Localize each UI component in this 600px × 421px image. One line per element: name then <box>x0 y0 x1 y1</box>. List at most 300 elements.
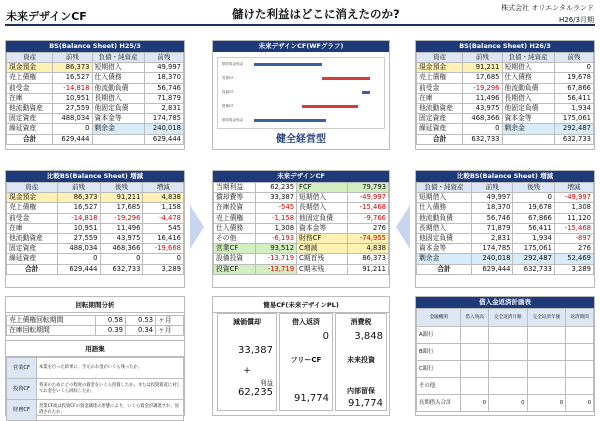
turnover-panel <box>5 296 185 416</box>
account-label: 前受金 <box>7 83 53 93</box>
col-header: 増減 <box>143 183 184 193</box>
cf-value: 276 <box>348 223 389 233</box>
table-row <box>7 193 184 203</box>
wf-bar-operating <box>322 77 370 80</box>
glossary-title: 用語集 <box>6 340 184 357</box>
total-label: 合計 <box>7 134 53 144</box>
table-row <box>7 223 184 233</box>
table-row <box>417 103 594 113</box>
col-header: 完全返済年額 <box>527 309 566 327</box>
before-value: 174,785 <box>472 244 513 254</box>
turnover-table <box>6 315 184 336</box>
table-row <box>417 114 594 124</box>
total-value: 3,289 <box>554 264 593 274</box>
col-header: 完全返済月額 <box>489 309 528 327</box>
cf-label: 償却費等 <box>214 193 256 203</box>
after-value: 0 <box>513 193 554 203</box>
debt-value <box>527 327 566 344</box>
table-row <box>214 213 389 223</box>
account-value: 27,559 <box>53 103 92 113</box>
bs-h26-title: BS(Balance Sheet) H26/3 <box>416 41 594 52</box>
col-header: 前残 <box>144 53 183 63</box>
cf-value: -1,158 <box>256 213 297 223</box>
cf-value: 86,373 <box>348 254 389 264</box>
before-value: 18,370 <box>472 203 513 213</box>
table-row <box>7 114 184 124</box>
account-label: 在庫 <box>7 93 53 103</box>
glossary-term: 投資CF <box>7 379 37 400</box>
fcf-label: フリーCF <box>290 356 322 364</box>
account-value: 2,831 <box>144 103 183 113</box>
cf-label: 営業CF <box>214 244 256 254</box>
company-block <box>501 2 594 26</box>
account-label: 現金預金 <box>7 63 53 73</box>
total-value: 632,733 <box>100 264 143 274</box>
turnover-unit: ヶ月 <box>156 326 184 336</box>
account-label: 仕入債務 <box>417 203 472 213</box>
pl-panel <box>212 296 390 416</box>
account-value: 16,527 <box>53 73 92 83</box>
dep-label: 減価償却 <box>233 318 261 326</box>
table-row <box>417 344 594 361</box>
account-label: 在庫 <box>417 93 463 103</box>
account-value: 86,373 <box>53 63 92 73</box>
account-label: 仕入債務 <box>502 73 554 83</box>
wf-label: 財務CF <box>222 104 234 108</box>
delta-value: -49,997 <box>554 193 593 203</box>
delta-value: 4,838 <box>143 193 184 203</box>
bs-h25-title: BS(Balance Sheet) H25/3 <box>6 41 184 52</box>
before-value: 27,559 <box>57 233 100 243</box>
cf-value: -15,468 <box>348 203 389 213</box>
table-row <box>417 233 594 243</box>
col-header: 後残 <box>513 183 554 193</box>
cmp-liab-panel <box>415 170 595 288</box>
turnover-title: 回転期間分析 <box>6 297 184 313</box>
dep-value: 33,387 <box>238 345 273 356</box>
account-value: 468,366 <box>463 114 502 124</box>
table-row <box>417 378 594 395</box>
after-value: 292,487 <box>513 254 554 264</box>
col-header: 前残 <box>463 53 502 63</box>
total-row <box>417 134 594 144</box>
cf-value: 93,512 <box>256 244 297 254</box>
debt-value: 0 <box>461 395 489 412</box>
cf-label: 長期借入 <box>297 203 348 213</box>
cf-label: 当期利益 <box>214 183 256 193</box>
account-label: 前受金 <box>7 213 58 223</box>
table-row <box>214 193 389 203</box>
total-value: 632,733 <box>463 134 502 144</box>
account-value: -14,818 <box>53 83 92 93</box>
cf-value: 91,211 <box>348 264 389 274</box>
account-label: 長期借入 <box>502 93 554 103</box>
total-value: 632,733 <box>513 264 554 274</box>
account-value: 49,997 <box>144 63 183 73</box>
cmp-liab-table <box>416 182 594 275</box>
account-value: 174,785 <box>144 114 183 124</box>
after-value: 19,678 <box>513 203 554 213</box>
turnover-label: 在庫回転期間 <box>7 326 96 336</box>
cf-label: 財務CF <box>297 233 348 243</box>
cf-value: -74,955 <box>348 233 389 243</box>
before-value: 16,527 <box>57 203 100 213</box>
after-value: 91,211 <box>100 193 143 203</box>
cf-label: 資本金等 <box>297 223 348 233</box>
account-label: 剰余金 <box>417 254 472 264</box>
wf-bar-financing <box>302 105 358 108</box>
after-value: 11,496 <box>100 223 143 233</box>
table-row <box>7 244 184 254</box>
col-header: 資産 <box>7 183 58 193</box>
tax-label: 消費税 <box>350 318 372 326</box>
cmp-assets-table <box>6 182 184 275</box>
total-label: 合計 <box>417 134 463 144</box>
total-row <box>7 264 184 274</box>
cf-label: 仕入債務 <box>214 223 256 233</box>
table-row <box>7 93 184 103</box>
account-label: 前受金 <box>417 83 463 93</box>
delta-value: -15,468 <box>554 223 593 233</box>
account-label: 資本金等 <box>92 114 144 124</box>
wf-chart-title: 未来デザインCF(WFグラフ) <box>213 41 389 52</box>
table-row <box>417 395 594 412</box>
col-header: 前残 <box>57 183 100 193</box>
arrow-left-icon <box>396 205 410 249</box>
col-header: 前残 <box>53 53 92 63</box>
account-value: 175,061 <box>554 114 593 124</box>
total-value: 629,444 <box>472 264 513 274</box>
total-label: 合計 <box>417 264 472 274</box>
cf-label: 在庫投資 <box>214 203 256 213</box>
account-value: 17,685 <box>463 73 502 83</box>
account-label: 固定資産 <box>417 114 463 124</box>
wf-chart-panel <box>212 40 390 150</box>
table-cell <box>502 134 554 144</box>
cf-label: C期首残 <box>297 254 348 264</box>
wf-label: 期首現金預金 <box>222 62 243 66</box>
table-row <box>7 83 184 93</box>
repay-value: 0 <box>322 331 329 342</box>
account-label: 短期借入 <box>92 63 144 73</box>
wf-label: 期末現金預金 <box>222 118 243 122</box>
company-name: 株式会社 オリエンタルランド <box>501 4 594 12</box>
account-label: 他流動資産 <box>7 103 53 113</box>
col-header: 増減 <box>554 183 593 193</box>
debt-value <box>566 327 594 344</box>
account-label: 現金預金 <box>7 193 58 203</box>
cf-label: 設備投資 <box>214 254 256 264</box>
delta-value: -4,478 <box>143 213 184 223</box>
cf-label: 短期借入 <box>297 193 348 203</box>
delta-value: 1,158 <box>143 203 184 213</box>
cf-label: C期末残 <box>297 264 348 274</box>
table-row <box>7 213 184 223</box>
account-value: 43,975 <box>463 103 502 113</box>
glossary-term: 営業CF <box>7 358 37 379</box>
cmp-assets-title: 比較BS(Balance Sheet) 増減 <box>6 171 184 182</box>
account-value: 0 <box>463 124 502 134</box>
after-value: 67,866 <box>513 213 554 223</box>
before-value: -14,818 <box>57 213 100 223</box>
col-header: 前残 <box>472 183 513 193</box>
table-row <box>417 193 594 203</box>
after-value: 1,934 <box>513 233 554 243</box>
total-value: 3,289 <box>143 264 184 274</box>
wf-bar-closing <box>254 119 326 122</box>
debt-table <box>416 308 594 412</box>
after-value: 468,366 <box>100 244 143 254</box>
total-row <box>7 134 184 144</box>
total-value: 629,444 <box>53 134 92 144</box>
before-value: 56,746 <box>472 213 513 223</box>
before-value: 2,831 <box>472 233 513 243</box>
turnover-after: 0.34 <box>126 326 156 336</box>
table-row <box>417 93 594 103</box>
table-row <box>417 73 594 83</box>
bank-label: A銀行 <box>417 327 461 344</box>
account-label: 在庫 <box>7 223 58 233</box>
table-row <box>417 327 594 344</box>
delta-value: 0 <box>143 254 184 264</box>
pl-left-col <box>217 313 277 411</box>
cf-panel <box>212 170 390 288</box>
debt-value <box>489 344 528 361</box>
turnover-unit: ヶ月 <box>156 316 184 326</box>
debt-value <box>566 344 594 361</box>
pl-mid-col <box>279 313 333 411</box>
account-label: 現金預金 <box>417 63 463 73</box>
delta-value: 16,416 <box>143 233 184 243</box>
future-label: 未来投資 <box>347 356 375 364</box>
debt-value <box>461 361 489 378</box>
table-row <box>214 244 389 254</box>
app-title: 未来デザインCF <box>6 10 87 23</box>
after-value: 175,061 <box>513 244 554 254</box>
cf-label: C増減 <box>297 244 348 254</box>
account-label: 繰延資産 <box>7 124 53 134</box>
profit-value: 62,235 <box>238 387 273 398</box>
turnover-before: 0.58 <box>95 316 125 326</box>
total-label: 合計 <box>7 264 58 274</box>
before-value: 86,373 <box>57 193 100 203</box>
account-label: 売上債権 <box>7 73 53 83</box>
debt-value <box>461 327 489 344</box>
glossary-row <box>7 358 184 379</box>
table-row <box>7 316 184 326</box>
account-value: 56,746 <box>144 83 183 93</box>
reserve-label: 内部留保 <box>347 387 375 395</box>
cf-label: 他固定負債 <box>297 213 348 223</box>
table-row <box>417 223 594 233</box>
debt-value <box>489 361 528 378</box>
table-cell <box>92 134 144 144</box>
account-value: 71,879 <box>144 93 183 103</box>
cf-label: その他 <box>214 233 256 243</box>
before-value: 49,997 <box>472 193 513 203</box>
delta-value: -19,668 <box>143 244 184 254</box>
repay-label: 借入返済 <box>292 318 320 326</box>
glossary-definition: 営業CF或は投資CFの資金調達の形態により、いくら資金が調達され、返済されたか。 <box>37 400 184 421</box>
col-header: 返済期間 <box>566 309 594 327</box>
wf-label: 投資CF <box>222 90 234 94</box>
cf-value: -13,719 <box>256 254 297 264</box>
total-row <box>417 264 594 274</box>
bank-label: その他 <box>417 378 461 395</box>
account-label: 他流動負債 <box>502 83 554 93</box>
debt-value <box>461 378 489 395</box>
col-header: 負債・純資産 <box>502 53 554 63</box>
table-row <box>7 254 184 264</box>
before-value: 488,034 <box>57 244 100 254</box>
table-row <box>417 63 594 73</box>
debt-value <box>461 344 489 361</box>
tax-value: 3,848 <box>354 331 383 342</box>
bank-label: 長期借入合計 <box>417 395 461 412</box>
table-row <box>417 83 594 93</box>
cmp-liab-title: 比較BS(Balance Sheet) 増減 <box>416 171 594 182</box>
glossary-row <box>7 400 184 421</box>
table-row <box>214 264 389 274</box>
table-row <box>417 361 594 378</box>
account-label: 繰延資産 <box>417 124 463 134</box>
col-header: 負債・純資産 <box>417 183 472 193</box>
cf-table <box>213 182 389 275</box>
cf-value: 33,387 <box>256 193 297 203</box>
table-row <box>7 103 184 113</box>
table-row <box>417 254 594 264</box>
bs-h26-table <box>416 52 594 145</box>
account-value: 56,411 <box>554 93 593 103</box>
col-header: 資産 <box>417 53 463 63</box>
account-label: 固定資産 <box>7 114 53 124</box>
debt-value <box>566 378 594 395</box>
debt-value: 0 <box>489 395 528 412</box>
account-value: 1,934 <box>554 103 593 113</box>
cf-value: -9,766 <box>348 213 389 223</box>
debt-value <box>527 361 566 378</box>
total-value: 632,733 <box>554 134 593 144</box>
page-headline: 儲けた利益はどこに消えたのか? <box>232 7 400 21</box>
debt-value <box>489 327 528 344</box>
delta-value: 11,120 <box>554 213 593 223</box>
cf-label: 売上債権 <box>214 213 256 223</box>
table-row <box>7 124 184 134</box>
account-value: 0 <box>554 63 593 73</box>
account-label: 剰余金 <box>92 124 144 134</box>
col-header: 借入残高 <box>461 309 489 327</box>
account-label: 資本金等 <box>502 114 554 124</box>
turnover-after: 0.53 <box>126 316 156 326</box>
table-row <box>214 233 389 243</box>
debt-value <box>489 378 528 395</box>
account-value: 11,496 <box>463 93 502 103</box>
bank-label: C銀行 <box>417 361 461 378</box>
col-header: 負債・純資産 <box>92 53 144 63</box>
debt-value <box>527 378 566 395</box>
account-value: 91,211 <box>463 63 502 73</box>
delta-value: -897 <box>554 233 593 243</box>
cf-value: 1,308 <box>256 223 297 233</box>
table-row <box>214 223 389 233</box>
before-value: 0 <box>57 254 100 264</box>
cf-title: 未来デザインCF <box>213 171 389 182</box>
after-value: -19,296 <box>100 213 143 223</box>
account-label: 繰延資産 <box>7 254 58 264</box>
glossary-row <box>7 379 184 400</box>
arrow-right-icon <box>190 205 204 249</box>
table-row <box>417 244 594 254</box>
reserve-value: 91,774 <box>348 398 383 409</box>
fcf-value: 91,774 <box>294 393 329 404</box>
account-value: 18,370 <box>144 73 183 83</box>
debt-value: 0 <box>566 395 594 412</box>
table-row <box>7 326 184 336</box>
debt-value <box>527 344 566 361</box>
cf-value: -13,719 <box>256 264 297 274</box>
debt-panel <box>415 296 595 416</box>
total-value: 629,444 <box>57 264 100 274</box>
cf-value: 79,793 <box>348 183 389 193</box>
turnover-before: 0.39 <box>95 326 125 336</box>
debt-title: 借入金返済計画表 <box>416 297 594 308</box>
col-header: 後残 <box>100 183 143 193</box>
account-value: 292,487 <box>554 124 593 134</box>
profit-label: 利益 <box>260 379 273 387</box>
account-label: 短期借入 <box>502 63 554 73</box>
account-label: 他流動資産 <box>7 233 58 243</box>
glossary-table <box>6 357 184 421</box>
account-value: 240,018 <box>144 124 183 134</box>
account-label: 他固定負債 <box>502 103 554 113</box>
account-value: 19,678 <box>554 73 593 83</box>
after-value: 17,685 <box>100 203 143 213</box>
account-label: 売上債権 <box>7 203 58 213</box>
delta-value: 276 <box>554 244 593 254</box>
account-label: 短期借入 <box>417 193 472 203</box>
wf-bar-opening <box>254 63 322 66</box>
after-value: 56,411 <box>513 223 554 233</box>
table-row <box>214 183 389 193</box>
delta-value: 52,469 <box>554 254 593 264</box>
account-label: 他流動負債 <box>92 83 144 93</box>
bs-h25-table <box>6 52 184 145</box>
cf-value: -49,997 <box>348 193 389 203</box>
cf-value: -545 <box>256 203 297 213</box>
account-label: 長期借入 <box>92 93 144 103</box>
account-value: 0 <box>53 124 92 134</box>
total-value: 629,444 <box>144 134 183 144</box>
account-value: 488,034 <box>53 114 92 124</box>
delta-value: 545 <box>143 223 184 233</box>
table-row <box>7 203 184 213</box>
account-label: 長期借入 <box>417 223 472 233</box>
account-value: 67,866 <box>554 83 593 93</box>
account-value: -19,296 <box>463 83 502 93</box>
bank-label: B銀行 <box>417 344 461 361</box>
pl-title: 簡易CF(未来デザインPL) <box>213 297 389 313</box>
account-label: 固定資産 <box>7 244 58 254</box>
plus-sign: + <box>243 366 251 376</box>
cmp-assets-panel <box>5 170 185 288</box>
bs-h26-panel <box>415 40 595 150</box>
before-value: 71,879 <box>472 223 513 233</box>
fiscal-period: H26/3月期 <box>559 16 594 24</box>
wf-bar-investing <box>362 91 370 94</box>
account-label: 他流動負債 <box>417 213 472 223</box>
table-row <box>417 213 594 223</box>
col-header: 前残 <box>554 53 593 63</box>
